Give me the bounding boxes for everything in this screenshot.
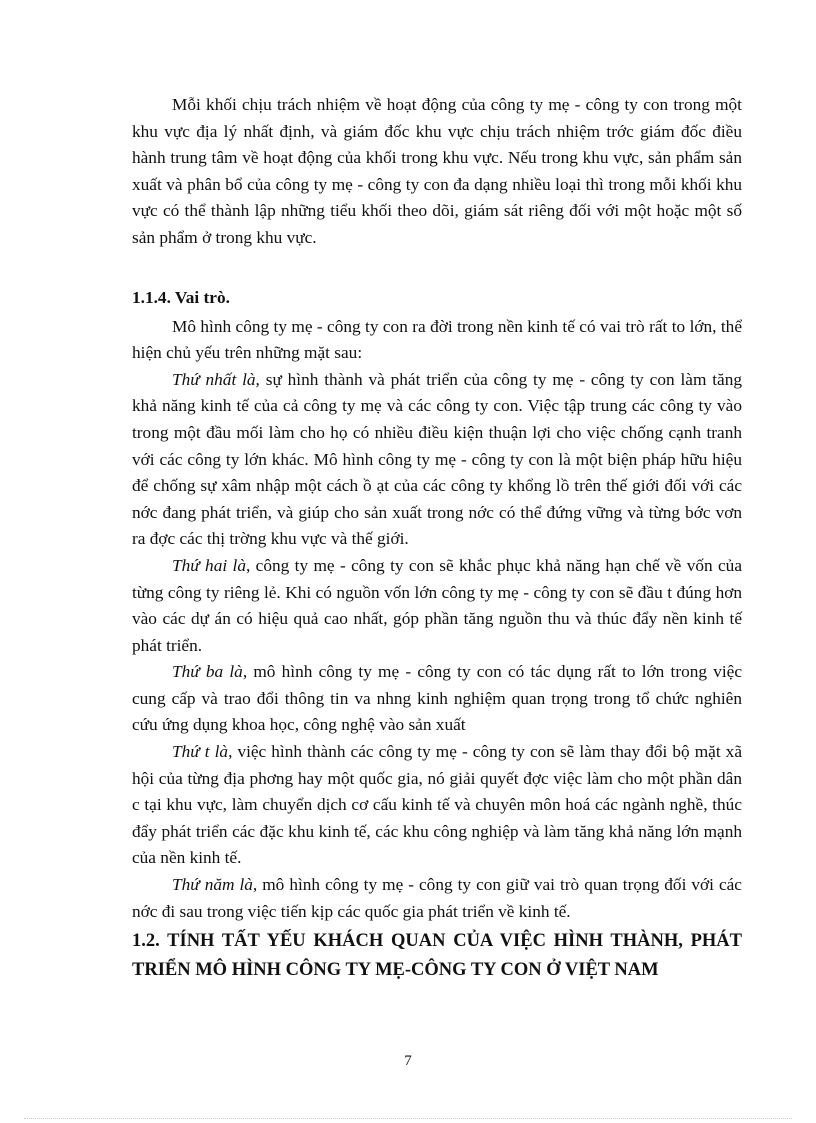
first-lead: Thứ nhất là, bbox=[172, 369, 260, 389]
first-text: sự hình thành và phát triển của công ty mẹ - công ty con làm tăng khả năng kinh tế của cả công ty mẹ và các công ty con. Việc tập trung các công ty vào trong một đầu mối làm cho họ có nhiều điều kiện thuận lợi cho việc chống cạnh tranh với các công ty lớn khác. Mô hình công ty mẹ - công ty con là một biện pháp hữu hiệu để chống sự xâm nhập một cách ồ ạt của các công ty khổng lồ trên thế giới đối với các nớc đang phát triển, và giúp cho sản xuất trong nớc có thể đứng vững và từng bớc vơn ra đợc các thị trờng khu vực và thế giới. bbox=[132, 369, 742, 549]
page-number: 7 bbox=[404, 1053, 412, 1069]
paragraph-fifth-role bbox=[132, 872, 742, 925]
paragraph-first-role bbox=[132, 367, 742, 553]
page-bottom-divider bbox=[24, 1118, 792, 1119]
third-lead: Thứ ba là bbox=[172, 662, 243, 682]
paragraph-second-role bbox=[132, 553, 742, 659]
fourth-text: , việc hình thành các công ty mẹ - công ty con sẽ làm thay đổi bộ mặt xã hội của từng địa phơng hay một quốc gia, nó giải quyết đợc việc làm cho một phần dân c tại khu vực, làm chuyển dịch cơ cấu kinh tế và chuyên môn hoá các ngành nghề, thúc đẩy phát triển các đặc khu kinh tế, các khu công nghiệp và làm tăng khả năng lớn mạnh của nền kinh tế. bbox=[132, 742, 742, 868]
heading-1-1-4-role: 1.1.4. Vai trò. bbox=[132, 287, 230, 307]
document-page bbox=[132, 92, 742, 985]
fourth-lead: Thứ t là bbox=[172, 742, 229, 762]
third-text: , mô hình công ty mẹ - công ty con có tác dụng rất to lớn trong việc cung cấp và trao đổi thông tin va nhng kinh nghiệm quan trọng trong tổ chức nghiên cứu ứng dụng khoa học, công nghệ vào sản xuất bbox=[132, 662, 742, 735]
fifth-text: , mô hình công ty mẹ - công ty con giữ vai trò quan trọng đối với các nớc đi sau trong việc tiến kịp các quốc gia phát triển về kinh tế. bbox=[132, 875, 742, 921]
fifth-lead: Thứ năm là bbox=[172, 875, 253, 895]
paragraph-role-intro: Mô hình công ty mẹ - công ty con ra đời trong nền kinh tế có vai trò rất to lớn, thể hiện chủ yếu trên những mặt sau: bbox=[132, 316, 742, 363]
heading-1-2-section: 1.2. TÍNH TẤT YẾU KHÁCH QUAN CỦA VIỆC HÌNH THÀNH, PHÁT TRIỂN MÔ HÌNH CÔNG TY MẸ-CÔNG TY CON Ở VIỆT NAM bbox=[132, 931, 742, 981]
second-lead: Thứ hai là bbox=[172, 555, 246, 575]
paragraph-third-role bbox=[132, 659, 742, 739]
paragraph-fourth-role bbox=[132, 739, 742, 872]
second-text: , công ty mẹ - công ty con sẽ khắc phục khả năng hạn chế về vốn của từng công ty riêng lẻ. Khi có nguồn vốn lớn công ty mẹ - công ty con sẽ đầu t đúng hơn vào các dự án có hiệu quả cao nhất, góp phần tăng nguồn thu và thúc đẩy nền kinh tế phát triển. bbox=[132, 555, 742, 655]
paragraph-regional-blocks: Mỗi khối chịu trách nhiệm về hoạt động của công ty mẹ - công ty con trong một khu vực địa lý nhất định, và giám đốc khu vực chịu trách nhiệm trớc giám đốc điều hành trung tâm về hoạt động của khối trong khu vực. Nếu trong khu vực, sản phẩm sản xuất và phân bổ của công ty mẹ - công ty con đa dạng nhiều loại thì trong mỗi khối khu vực có thể thành lập những tiểu khối theo dõi, giám sát riêng đối với một hoặc một số sản phẩm ở trong khu vực. bbox=[132, 95, 742, 247]
